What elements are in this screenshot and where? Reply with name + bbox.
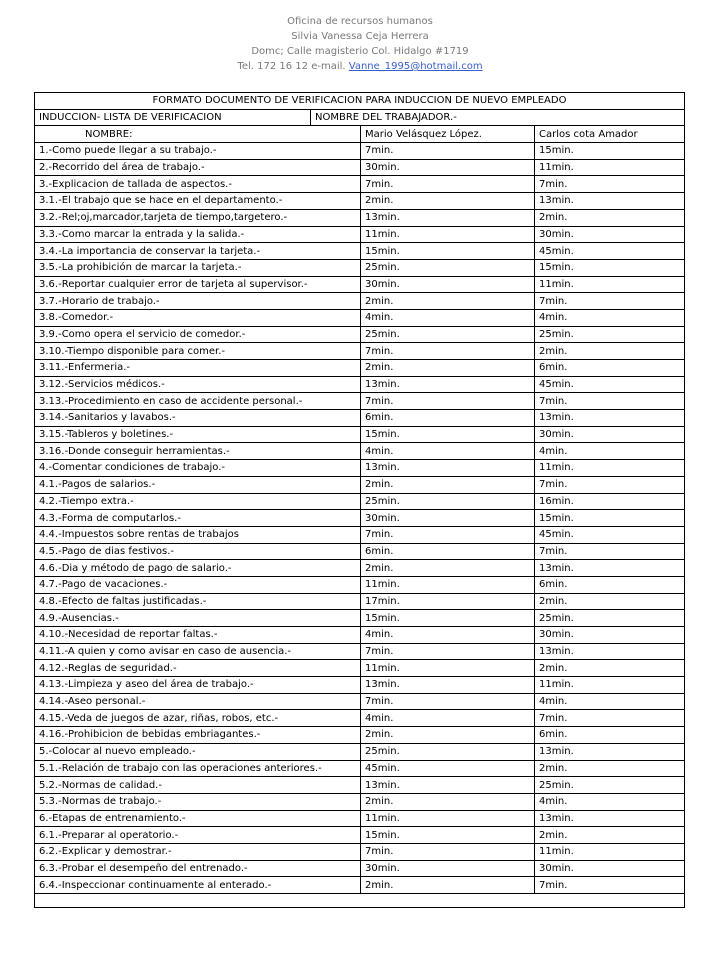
office-name: Oficina de recursos humanos: [287, 16, 433, 27]
worker-2-time: 6min.: [535, 727, 685, 744]
table-row: [35, 877, 685, 894]
table-row: [35, 627, 685, 644]
worker-1-time: 4min.: [361, 309, 535, 326]
checklist-item: 5.3.-Normas de trabajo.-: [35, 793, 361, 810]
checklist-item: 4.5.-Pago de dias festivos.-: [35, 543, 361, 560]
checklist-item: 4.1.-Pagos de salarios.-: [35, 476, 361, 493]
checklist-item: 3.15.-Tableros y boletines.-: [35, 426, 361, 443]
table-row: [35, 410, 685, 427]
checklist-item: 3.6.-Reportar cualquier error de tarjeta al supervisor.-: [35, 276, 361, 293]
worker-1-time: 13min.: [361, 677, 535, 694]
checklist-item: 5.2.-Normas de calidad.-: [35, 777, 361, 794]
checklist-item: 3.9.-Como opera el servicio de comedor.-: [35, 326, 361, 343]
checklist-item: 4.9.-Ausencias.-: [35, 610, 361, 627]
checklist-item: 3.11.-Enfermeria.-: [35, 360, 361, 377]
worker-2-time: 7min.: [535, 293, 685, 310]
worker-1-time: 15min.: [361, 426, 535, 443]
worker-1-time: 2min.: [361, 727, 535, 744]
address: Domc; Calle magisterio Col. Hidalgo #1719: [251, 46, 469, 57]
worker-1-time: 13min.: [361, 460, 535, 477]
table-row: [35, 259, 685, 276]
checklist-item: 3.16.-Donde conseguir herramientas.-: [35, 443, 361, 460]
worker-1-time: 4min.: [361, 627, 535, 644]
worker-2-time: 45min.: [535, 526, 685, 543]
checklist-item: 3.10.-Tiempo disponible para comer.-: [35, 343, 361, 360]
worker-2-time: 30min.: [535, 226, 685, 243]
worker-heading: NOMBRE DEL TRABAJADOR.-: [311, 109, 685, 126]
table-row: [35, 643, 685, 660]
worker-2-time: 45min.: [535, 243, 685, 260]
worker-1-time: 2min.: [361, 560, 535, 577]
worker-1-time: 25min.: [361, 326, 535, 343]
checklist-item: 4.-Comentar condiciones de trabajo.-: [35, 460, 361, 477]
worker-2-time: 16min.: [535, 493, 685, 510]
worker-2-time: 25min.: [535, 777, 685, 794]
checklist-item: 3.2.-Rel;oj,marcador,tarjeta de tiempo,targetero.-: [35, 209, 361, 226]
table-row: [35, 760, 685, 777]
worker-1-time: 30min.: [361, 159, 535, 176]
worker-2-time: 25min.: [535, 610, 685, 627]
person-name: Silvia Vanessa Ceja Herrera: [291, 31, 429, 42]
checklist-item: 6.2.-Explicar y demostrar.-: [35, 843, 361, 860]
worker-2-time: 7min.: [535, 710, 685, 727]
checklist-item: 4.10.-Necesidad de reportar faltas.-: [35, 627, 361, 644]
name-label: NOMBRE:: [35, 126, 361, 143]
worker-1-time: 4min.: [361, 710, 535, 727]
worker-1-time: 13min.: [361, 777, 535, 794]
checklist-item: 4.3.-Forma de computarlos.-: [35, 510, 361, 527]
worker-2-time: 13min.: [535, 743, 685, 760]
table-row: [35, 443, 685, 460]
worker-1-time: 25min.: [361, 743, 535, 760]
table-row: [35, 476, 685, 493]
worker-1-time: 2min.: [361, 793, 535, 810]
table-row: [35, 376, 685, 393]
checklist-item: 4.6.-Dia y método de pago de salario.-: [35, 560, 361, 577]
table-row: [35, 176, 685, 193]
checklist-item: 4.2.-Tiempo extra.-: [35, 493, 361, 510]
table-row: [35, 526, 685, 543]
email-link[interactable]: Vanne_1995@hotmail.com: [348, 61, 483, 72]
worker-1-time: 25min.: [361, 493, 535, 510]
checklist-item: 3.5.-La prohibición de marcar la tarjeta.-: [35, 259, 361, 276]
worker-1-time: 13min.: [361, 209, 535, 226]
checklist-item: 4.12.-Reglas de seguridad.-: [35, 660, 361, 677]
worker-1-time: 13min.: [361, 376, 535, 393]
worker-2-time: 7min.: [535, 476, 685, 493]
worker-1-time: 11min.: [361, 660, 535, 677]
worker-2-time: 2min.: [535, 593, 685, 610]
table-row: [35, 693, 685, 710]
table-row: [35, 343, 685, 360]
worker-1-time: 7min.: [361, 526, 535, 543]
worker-2-time: 4min.: [535, 309, 685, 326]
table-row: [35, 827, 685, 844]
checklist-item: 4.8.-Efecto de faltas justificadas.-: [35, 593, 361, 610]
worker-1-time: 7min.: [361, 176, 535, 193]
worker-2-time: 25min.: [535, 326, 685, 343]
checklist-item: 1.-Como puede llegar a su trabajo.-: [35, 143, 361, 160]
worker-1-time: 30min.: [361, 860, 535, 877]
table-row: [35, 209, 685, 226]
worker-1-time: 11min.: [361, 576, 535, 593]
checklist-item: 3.1.-El trabajo que se hace en el departamento.-: [35, 193, 361, 210]
empty-cell: [35, 894, 685, 908]
empty-row: [35, 894, 685, 908]
table-row: [35, 360, 685, 377]
table-row: [35, 610, 685, 627]
table-row: [35, 810, 685, 827]
table-row: [35, 860, 685, 877]
worker-1-time: 25min.: [361, 259, 535, 276]
worker-2-time: 4min.: [535, 793, 685, 810]
worker-2-time: 30min.: [535, 860, 685, 877]
worker-1-time: 7min.: [361, 643, 535, 660]
table-title: FORMATO DOCUMENTO DE VERIFICACION PARA INDUCCION DE NUEVO EMPLEADO: [35, 93, 685, 110]
table-row: [35, 226, 685, 243]
worker-2-time: 13min.: [535, 193, 685, 210]
worker-2-time: 7min.: [535, 543, 685, 560]
checklist-item: 6.3.-Probar el desempeño del entrenado.-: [35, 860, 361, 877]
heading-row: [35, 109, 685, 126]
worker-1-time: 2min.: [361, 193, 535, 210]
worker-2-time: 11min.: [535, 843, 685, 860]
worker-1-time: 4min.: [361, 443, 535, 460]
worker-2-time: 2min.: [535, 827, 685, 844]
checklist-item: 4.14.-Aseo personal.-: [35, 693, 361, 710]
worker-2-time: 2min.: [535, 760, 685, 777]
phone-text: Tel. 172 16 12 e-mail.: [237, 61, 346, 72]
checklist-item: 3.3.-Como marcar la entrada y la salida.-: [35, 226, 361, 243]
worker-2-time: 11min.: [535, 460, 685, 477]
worker-1-time: 30min.: [361, 276, 535, 293]
checklist-item: 3.4.-La importancia de conservar la tarjeta.-: [35, 243, 361, 260]
worker-1-time: 7min.: [361, 143, 535, 160]
worker-1-time: 2min.: [361, 476, 535, 493]
checklist-item: 6.4.-Inspeccionar continuamente al enterado.-: [35, 877, 361, 894]
table-row: [35, 793, 685, 810]
checklist-item: 3.14.-Sanitarios y lavabos.-: [35, 410, 361, 427]
worker-2-time: 13min.: [535, 410, 685, 427]
checklist-item: 6.1.-Preparar al operatorio.-: [35, 827, 361, 844]
checklist-item: 4.4.-Impuestos sobre rentas de trabajos: [35, 526, 361, 543]
worker-2-time: 13min.: [535, 810, 685, 827]
names-row: [35, 126, 685, 143]
worker-2-time: 13min.: [535, 643, 685, 660]
table-row: [35, 143, 685, 160]
worker-2-time: 7min.: [535, 877, 685, 894]
table-row: [35, 326, 685, 343]
worker-2-name: Carlos cota Amador: [535, 126, 685, 143]
table-row: [35, 193, 685, 210]
worker-2-time: 7min.: [535, 176, 685, 193]
worker-1-time: 7min.: [361, 693, 535, 710]
worker-1-time: 17min.: [361, 593, 535, 610]
table-row: [35, 677, 685, 694]
table-row: [35, 276, 685, 293]
worker-2-time: 15min.: [535, 510, 685, 527]
table-row: [35, 660, 685, 677]
table-row: [35, 426, 685, 443]
table-row: [35, 460, 685, 477]
table-row: [35, 843, 685, 860]
worker-1-time: 30min.: [361, 510, 535, 527]
checklist-heading: INDUCCION- LISTA DE VERIFICACION: [35, 109, 311, 126]
table-row: [35, 543, 685, 560]
table-row: [35, 510, 685, 527]
worker-1-time: 45min.: [361, 760, 535, 777]
worker-2-time: 6min.: [535, 576, 685, 593]
worker-2-time: 2min.: [535, 660, 685, 677]
table-row: [35, 393, 685, 410]
table-row: [35, 309, 685, 326]
letterhead: [0, 14, 720, 74]
table-row: [35, 727, 685, 744]
checklist-item: 4.7.-Pago de vacaciones.-: [35, 576, 361, 593]
worker-1-time: 11min.: [361, 226, 535, 243]
worker-2-time: 11min.: [535, 159, 685, 176]
worker-1-time: 2min.: [361, 360, 535, 377]
worker-2-time: 11min.: [535, 677, 685, 694]
worker-2-time: 15min.: [535, 259, 685, 276]
table-row: [35, 159, 685, 176]
checklist-item: 3.-Explicacion de tallada de aspectos.-: [35, 176, 361, 193]
worker-2-time: 45min.: [535, 376, 685, 393]
worker-1-time: 6min.: [361, 543, 535, 560]
checklist-item: 4.11.-A quien y como avisar en caso de ausencia.-: [35, 643, 361, 660]
worker-1-name: Mario Velásquez López.: [361, 126, 535, 143]
table-row: [35, 777, 685, 794]
checklist-item: 3.8.-Comedor.-: [35, 309, 361, 326]
table-row: [35, 576, 685, 593]
checklist-item: 3.7.-Horario de trabajo.-: [35, 293, 361, 310]
worker-1-time: 7min.: [361, 343, 535, 360]
checklist-item: 3.13.-Procedimiento en caso de accidente personal.-: [35, 393, 361, 410]
contact-line: [0, 59, 720, 74]
worker-2-time: 13min.: [535, 560, 685, 577]
worker-1-time: 2min.: [361, 293, 535, 310]
worker-2-time: 30min.: [535, 627, 685, 644]
worker-1-time: 7min.: [361, 843, 535, 860]
table-row: [35, 493, 685, 510]
checklist-item: 5.1.-Relación de trabajo con las operaciones anteriores.-: [35, 760, 361, 777]
checklist-item: 4.13.-Limpieza y aseo del área de trabajo.-: [35, 677, 361, 694]
worker-1-time: 15min.: [361, 827, 535, 844]
table-row: [35, 243, 685, 260]
checklist-item: 5.-Colocar al nuevo empleado.-: [35, 743, 361, 760]
table-row: [35, 593, 685, 610]
worker-2-time: 4min.: [535, 693, 685, 710]
worker-2-time: 11min.: [535, 276, 685, 293]
worker-2-time: 6min.: [535, 360, 685, 377]
table-row: [35, 560, 685, 577]
worker-1-time: 11min.: [361, 810, 535, 827]
worker-2-time: 30min.: [535, 426, 685, 443]
table-row: [35, 743, 685, 760]
checklist-item: 4.15.-Veda de juegos de azar, riñas, robos, etc.-: [35, 710, 361, 727]
worker-1-time: 15min.: [361, 243, 535, 260]
worker-2-time: 2min.: [535, 209, 685, 226]
checklist-item: 6.-Etapas de entrenamiento.-: [35, 810, 361, 827]
checklist-item: 4.16.-Prohibicion de bebidas embriagantes.-: [35, 727, 361, 744]
checklist-item: 2.-Recorrido del área de trabajo.-: [35, 159, 361, 176]
worker-1-time: 6min.: [361, 410, 535, 427]
worker-1-time: 15min.: [361, 610, 535, 627]
table-row: [35, 293, 685, 310]
worker-2-time: 15min.: [535, 143, 685, 160]
worker-2-time: 2min.: [535, 343, 685, 360]
verification-table: [34, 92, 685, 908]
worker-2-time: 4min.: [535, 443, 685, 460]
checklist-item: 3.12.-Servicios médicos.-: [35, 376, 361, 393]
table-row: [35, 710, 685, 727]
worker-1-time: 2min.: [361, 877, 535, 894]
worker-1-time: 7min.: [361, 393, 535, 410]
worker-2-time: 7min.: [535, 393, 685, 410]
title-row: [35, 93, 685, 110]
